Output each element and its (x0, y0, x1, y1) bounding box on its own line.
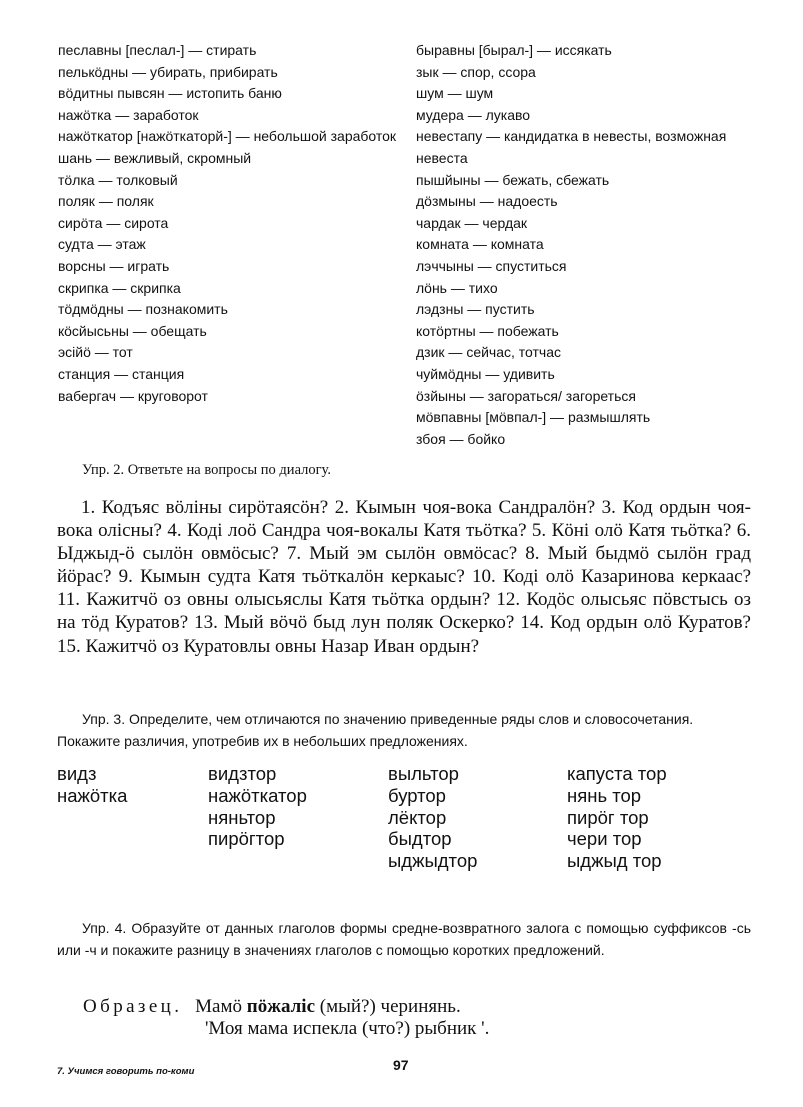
vocab-list-right (416, 40, 761, 450)
vocab-entry: мудера — лукаво (416, 106, 531, 123)
vocab-entry: пелькӧдны — убирать, прибирать (58, 63, 278, 80)
vocab-entry: пышйыны — бежать, сбежать (416, 171, 610, 188)
sample-translation: 'Моя мама испекла (что?) рыбник '. (205, 1018, 490, 1039)
word-item: нянь тор (567, 784, 642, 806)
exercise-3-column-2 (208, 763, 307, 850)
word-item: лёктор (388, 806, 447, 828)
vocab-entry: зык — спор, ссора (416, 63, 536, 80)
vocab-entry: быравны [бырал-] — иссякать (416, 42, 612, 58)
word-item: пирӧг тор (567, 806, 649, 828)
vocab-entry: ӧзйыны — загораться/ загореться (416, 387, 636, 404)
vocab-entry: котӧртны — побежать (416, 322, 559, 339)
word-item: капуста тор (567, 763, 667, 784)
vocab-entry: невестапу — кандидатка в невесты, возможная невеста (416, 128, 727, 166)
vocab-entry: станция — станция (58, 365, 185, 382)
vocab-entry: вӧдитны пывсян — истопить баню (58, 85, 282, 102)
vocab-list-left (58, 40, 398, 407)
word-item: нажӧткатор (208, 784, 307, 806)
word-item: видзтор (208, 763, 277, 784)
book-title-footer: 7. Учимся говорить по-коми (57, 1066, 195, 1077)
vocab-entry: тӧдмӧдны — познакомить (58, 301, 228, 318)
sample-text-pre: Мамӧ (195, 996, 242, 1017)
vocab-entry: мӧвпавны [мӧвпал-] — размышлять (416, 409, 651, 426)
vocab-entry: чуймӧдны — удивить (416, 365, 555, 382)
exercise-2-heading: Упр. 2. Ответьте на вопросы по диалогу. (82, 462, 331, 478)
exercise-3-column-1 (57, 763, 127, 807)
sample-label: Образец. (83, 996, 183, 1017)
word-item: быдтор (388, 828, 452, 850)
word-item: пирӧгтор (208, 828, 285, 850)
vocab-entry: комната — комната (416, 236, 544, 253)
word-item: няньтор (208, 806, 276, 828)
word-item: чери тор (567, 828, 642, 850)
sample-verb: пӧжаліс (246, 996, 316, 1017)
word-item: ыджыдтор (388, 850, 478, 872)
exercise-3-column-3 (388, 763, 477, 872)
word-item: ыджыд тор (567, 850, 662, 872)
vocab-entry: нажӧткатор [нажӧткаторй-] — небольшой заработок (58, 128, 397, 145)
vocab-entry: кӧсйысьны — обещать (58, 322, 207, 339)
vocab-entry: судта — этаж (58, 236, 146, 253)
vocab-entry: дӧзмыны — надоесть (416, 193, 558, 210)
vocab-entry: эсійӧ — тот (58, 344, 133, 361)
vocab-entry: лӧнь — тихо (416, 279, 498, 296)
vocab-entry: лэччыны — спуститься (416, 257, 567, 274)
vocab-entry: сирӧта — сирота (58, 214, 169, 231)
vocab-entry: дзик — сейчас, тотчас (416, 344, 562, 361)
exercise-2-questions: 1. Кодъяс вӧліны сирӧтаясӧн? 2. Кымын чоя-вока Сандралӧн? 3. Код ордын чоя-вока олісны? 4. Коді лоӧ Сандра чоя-вокалы Катя тьӧтка? 5. Кӧні олӧ Катя тьӧтка? 6. Ыджыд-ӧ сылӧн овмӧсыс? 7. Мый эм сылӧн овмӧсас? 8. Мый быдмӧ сылӧн град йӧрас? 9. Кымын судта Катя тьӧткалӧн керкаыс? 10. Коді олӧ Казаринова керкаас? 11. Кажитчӧ оз овны олысьяслы Катя тьӧтка ордын? 12. Кодӧс олысьяс пӧвстысь оз на тӧд Куратов? 13. Мый вӧчӧ быд лун поляк Оскерко? 14. Код ордын олӧ Куратов? 15. Кажитчӧ оз Куратовлы овны Назар Иван ордын? (57, 497, 751, 657)
vocab-entry: пеславны [песлал-] — стирать (58, 42, 257, 58)
vocab-entry: скрипка — скрипка (58, 279, 181, 296)
exercise-3-column-4 (567, 763, 667, 872)
sample-text-post: (мый?) черинянь. (319, 996, 461, 1017)
vocab-entry: поляк — поляк (58, 193, 154, 210)
sample-sentence (83, 996, 461, 1018)
vocab-entry: вабергач — круговорот (58, 387, 208, 404)
exercise-4-instructions: Упр. 4. Образуйте от данных глаголов формы средне-возвратного залога с помощью суффиксов -сь или -ч и покажите разницу в значениях глаголов с помощью коротких предложений. (57, 920, 751, 958)
vocab-entry: шань — вежливый, скромный (58, 149, 252, 166)
page-number: 97 (393, 1057, 409, 1073)
exercise-3-instructions: Упр. 3. Определите, чем отличаются по значению приведенные ряды слов и словосочетания. Покажите различия, употребив их в небольших предложениях. (57, 711, 694, 749)
word-item: выльтор (388, 763, 459, 784)
vocab-entry: ворсны — играть (58, 257, 170, 274)
vocab-entry: шум — шум (416, 85, 494, 102)
word-item: видз (57, 763, 97, 784)
word-item: нажӧтка (57, 784, 128, 806)
word-item: буртор (388, 784, 446, 806)
vocab-entry: збоя — бойко (416, 430, 506, 447)
vocab-entry: тӧлка — толковый (58, 171, 178, 188)
vocab-entry: нажӧтка — заработок (58, 106, 199, 123)
vocab-entry: лэдзны — пустить (416, 301, 535, 318)
vocab-entry: чардак — чердак (416, 214, 528, 231)
